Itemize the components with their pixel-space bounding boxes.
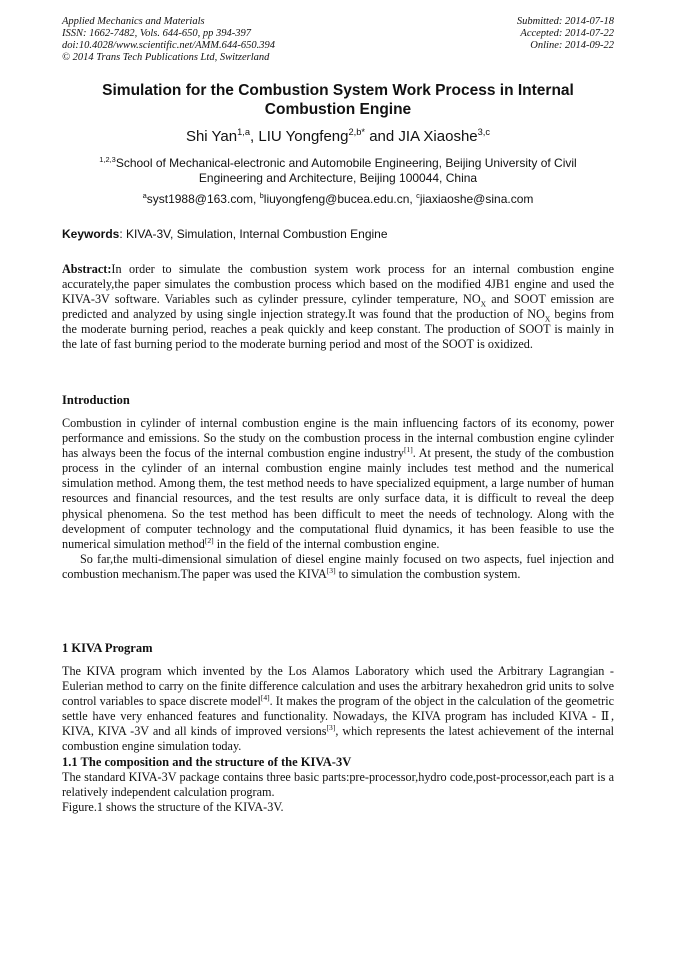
citation-ref: [3]	[326, 723, 336, 733]
accepted-date: Accepted: 2014-07-22	[520, 28, 614, 39]
intro-text: . At present, the study of the combustion process in the cylinder of an internal combustion engine mainly includes test method and the numerical simulation method. Among them, the test method needs to have specialized equipment, a large number of human resources and financial resources, and the test results are only surface data, it is difficult to reveal the deep physical phenomena. So the test method has been difficult to meet the needs of technology. Along with the development of computer technology and the computational fluid dynamics, it has been feasible to use the numerical simulation method	[62, 446, 614, 551]
online-date: Online: 2014-09-22	[530, 40, 614, 51]
title-line-1: Simulation for the Combustion System Work Process in Internal	[102, 82, 574, 99]
email-a: syst1988@163.com,	[146, 192, 260, 206]
abstract-label: Abstract:	[62, 262, 112, 276]
dates-header	[517, 16, 614, 52]
title-line-2: Combustion Engine	[264, 101, 412, 118]
affiliation-line-1: School of Mechanical-electronic and Automobile Engineering, Beijing University of Civil	[115, 156, 577, 170]
kiva-sub-heading: 1.1 The composition and the structure of the KIVA-3V	[62, 754, 352, 769]
author-separator: ,	[250, 128, 259, 145]
doi-line: doi:10.4028/www.scientific.net/AMM.644-650.394	[62, 40, 275, 51]
author-3-sup: 3,c	[477, 127, 491, 137]
issn-line: ISSN: 1662-7482, Vols. 644-650, pp 394-397	[62, 28, 251, 39]
citation-ref: [4]	[260, 693, 270, 703]
intro-text: in the field of the internal combustion engine.	[213, 536, 440, 551]
copyright-line: © 2014 Trans Tech Publications Ltd, Switzerland	[62, 52, 270, 63]
kiva-text: . It makes the program of the object in the calculation of the geometric settle have very enhanced features and functionality. Nowadays, the KIVA program has included KIVA - Ⅱ, KIVA, KIVA -3V and all kinds of improved versions	[62, 694, 614, 739]
author-separator: and	[365, 128, 399, 145]
kiva-heading: 1 KIVA Program	[62, 641, 153, 655]
intro-heading: Introduction	[62, 393, 130, 407]
citation-ref: [3]	[326, 565, 336, 575]
submitted-date: Submitted: 2014-07-18	[516, 16, 614, 27]
intro-paragraph-1	[62, 416, 614, 552]
nox-subscript: X	[480, 299, 487, 309]
keywords-label: Keywords	[62, 227, 120, 241]
citation-ref: [2]	[204, 535, 214, 545]
intro-paragraph-2	[62, 552, 614, 582]
kiva-paragraph-3: Figure.1 shows the structure of the KIVA-3V.	[62, 799, 284, 814]
affiliation-line-2: Engineering and Architecture, Beijing 100044, China	[198, 171, 478, 185]
author-3: JIA Xiaoshe	[398, 128, 478, 145]
keywords-text: : KIVA-3V, Simulation, Internal Combustion Engine	[119, 227, 388, 241]
email-c-sup: c	[416, 191, 420, 200]
paper-title	[62, 81, 614, 119]
journal-header	[62, 16, 275, 64]
affiliation	[62, 156, 614, 186]
kiva-body	[62, 664, 614, 815]
intro-text: to simulation the combustion system.	[335, 566, 521, 581]
affiliation-sup: 1,2,3	[99, 155, 116, 164]
kiva-text: The KIVA program which invented by the Los Alamos Laboratory which used the Arbitrary Lagrangian - Eulerian method to carry on the finite difference calculation and uses the arbitrary hexahedron grid units to solve control variables to space discrete model	[62, 664, 614, 709]
kiva-paragraph-2: The standard KIVA-3V package contains three basic parts:pre-processor,hydro code,post-processor,each part is a relatively independent calculation program.	[62, 769, 614, 799]
nox-subscript: X	[544, 314, 551, 324]
kiva-paragraph-1	[62, 664, 614, 755]
author-list	[62, 128, 614, 146]
intro-text: Combustion in cylinder of internal combustion engine is the main influencing factors of its economy, power performance and emissions. So the study on the combustion process in the internal combustion engine cylinder has always been the focus of the internal combustion engine industry	[62, 416, 614, 461]
email-b-sup: b	[259, 191, 264, 200]
author-2: LIU Yongfeng	[258, 128, 349, 145]
intro-text: So far,the multi-dimensional simulation of diesel engine mainly focused on two aspects, fuel injection and combustion mechanism.The paper was used the KIVA	[62, 551, 614, 581]
abstract-text: begins from the moderate burning period, reaches a peak quickly and keep constant. The production of SOOT is mainly in the late of fast burning period to the moderate burning period and most of the SOOT is oxidized.	[62, 307, 614, 352]
author-1-sup: 1,a	[237, 127, 251, 137]
author-2-sup: 2,b*	[348, 127, 366, 137]
citation-ref: [1]	[403, 445, 413, 455]
email-c: jiaxiaoshe@sina.com	[419, 192, 534, 206]
abstract	[62, 262, 614, 353]
intro-body	[62, 416, 614, 582]
abstract-text: In order to simulate the combustion system work process for an internal combustion engine accurately,the paper simulates the combustion process which based on the modified 4JB1 engine and used the KIVA-3V software. Variables such as cylinder pressure, cylinder temperature, NO	[62, 262, 614, 307]
keywords	[62, 227, 614, 242]
email-b: liuyongfeng@bucea.edu.cn,	[263, 192, 417, 206]
author-1: Shi Yan	[185, 128, 238, 145]
email-a-sup: a	[142, 191, 147, 200]
journal-name: Applied Mechanics and Materials	[62, 16, 205, 27]
email-list	[62, 192, 614, 207]
kiva-text: , which represents the latest achievement of the internal combustion engine simulation today.	[62, 724, 614, 754]
abstract-text: and SOOT emission are predicted and analyzed by using single injection strategy.It was found that the production of NO	[62, 292, 615, 322]
